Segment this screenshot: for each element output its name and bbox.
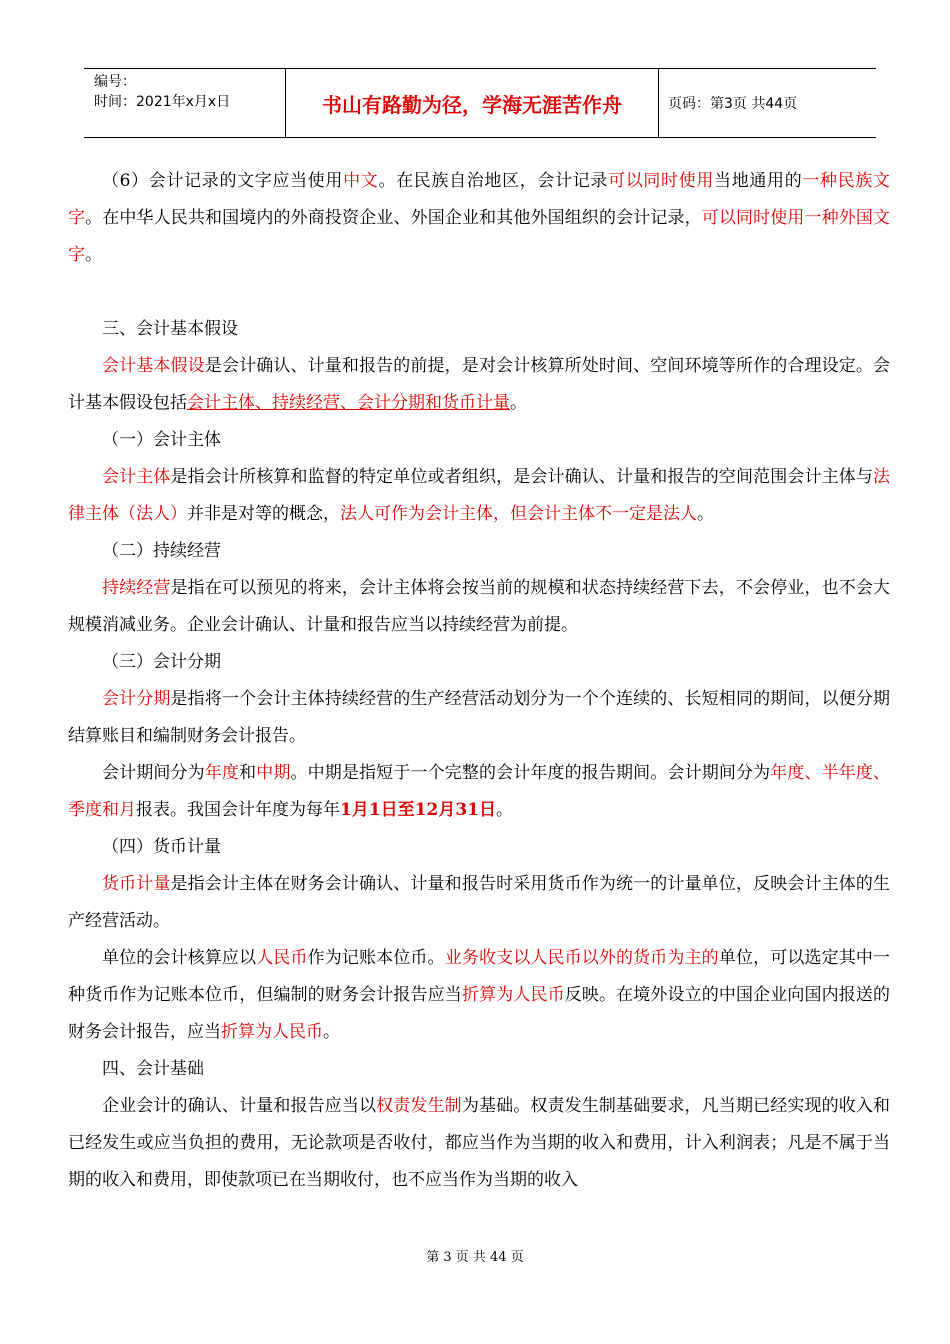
document-body — [68, 163, 890, 1199]
text-run: 并非是对等的概念， — [187, 504, 340, 524]
text-run: （一）会计主体 — [102, 430, 221, 450]
page-header — [84, 68, 876, 138]
text-run: 。 — [495, 800, 513, 820]
page-footer: 第 3 页 共 44 页 — [426, 1250, 524, 1265]
header-meta — [84, 69, 286, 137]
heading-basic-assumptions — [68, 311, 890, 348]
paragraph-chinese-records — [68, 163, 890, 274]
header-motto: 书山有路勤为径，学海无涯苦作舟 — [286, 69, 659, 137]
highlighted-text: 折算为人民币 — [221, 1022, 323, 1042]
text-run: 为基础。权责发生制基础要求，凡当期已经实现的收入和已经发生或应当负担的费用，无论款项是否收付，都应当作为当期的收入和费用，计入利润表；凡是不属于当期的收入和费用，即使款项已在当期收付，也不应当作为当期的收入 — [68, 1096, 891, 1190]
heading-accounting-period — [68, 644, 890, 681]
highlighted-text: 年度 — [204, 763, 240, 783]
highlighted-text: 持续经营 — [102, 578, 171, 598]
text-run: 反映。在境外设立的中国企业向国内报送的财务会计报告，应当 — [68, 985, 891, 1042]
highlighted-text: 中文 — [343, 171, 379, 191]
text-run: 是指在可以预见的将来，会计主体将会按当前的规模和状态持续经营下去，不会停业，也不会大规模消减业务。企业会计确认、计量和报告应当以持续经营为前提。 — [68, 578, 891, 635]
highlighted-text: 会计分期 — [102, 689, 171, 709]
text-run: （三）会计分期 — [102, 652, 221, 672]
highlighted-text: 货币计量 — [102, 874, 171, 894]
text-run: 单位，可以选定其中一种货币作为记账本位币，但编制的财务会计报告应当 — [68, 948, 891, 1005]
text-run: 作为记账本位币。 — [307, 948, 445, 968]
text-run: 是指将一个会计主体持续经营的生产经营活动划分为一个个连续的、长短相同的期间，以便分期结算账目和编制财务会计报告。 — [68, 689, 891, 746]
text-run: 四、会计基础 — [102, 1059, 204, 1079]
highlighted-text: 可以同时使用一种外国文字 — [68, 208, 891, 265]
highlighted-text: 会计基本假设 — [102, 356, 205, 376]
heading-monetary-measurement — [68, 829, 890, 866]
heading-accounting-entity — [68, 422, 890, 459]
text-run: 。 — [85, 245, 102, 265]
text-run: 单位的会计核算应以 — [102, 948, 257, 968]
highlighted-text: 人民币 — [256, 948, 308, 968]
text-run: 是指会计主体在财务会计确认、计量和报告时采用货币作为统一的计量单位，反映会计主体的生产经营活动。 — [68, 874, 891, 931]
header-time: 时间：2021年x月x日 — [94, 94, 231, 110]
paragraph-accounting-period — [68, 681, 890, 755]
highlighted-text: 一种民族文字 — [68, 171, 891, 228]
highlighted-text: 会计主体、持续经营、会计分期和货币计量 — [187, 393, 510, 413]
paragraph-monetary-measurement — [68, 866, 890, 940]
text-run: 当地通用的 — [714, 171, 803, 191]
heading-going-concern — [68, 533, 890, 570]
header-number: 编号： — [94, 74, 136, 90]
paragraph-accrual-basis — [68, 1088, 890, 1199]
text-run: 。 — [323, 1022, 340, 1042]
text-run: 企业会计的确认、计量和报告应当以 — [102, 1096, 377, 1116]
highlighted-text: 法人可作为会计主体，但会计主体不一定是法人 — [340, 504, 697, 524]
text-run: 是会计确认、计量和报告的前提，是对会计核算所处时间、空间环境等所作的合理设定。会计基本假设包括 — [68, 356, 891, 413]
highlighted-text: 业务收支以人民币以外的货币为主的 — [444, 948, 719, 968]
highlighted-text: 权责发生制 — [376, 1096, 462, 1116]
text-run: 和 — [239, 763, 257, 783]
blank-line — [68, 274, 890, 311]
text-run: 。在中华人民共和国境内的外商投资企业、外国企业和其他外国组织的会计记录， — [85, 208, 702, 228]
highlighted-text: 年度、半年度、季度和月 — [68, 763, 891, 820]
text-run: （二）持续经营 — [102, 541, 221, 561]
text-run: 会计期间分为 — [102, 763, 205, 783]
paragraph-accounting-entity — [68, 459, 890, 533]
heading-accounting-basis — [68, 1051, 890, 1088]
text-run: 。 — [510, 393, 527, 413]
text-run: 。在民族自治地区，会计记录 — [378, 171, 609, 191]
highlighted-text: 中期 — [256, 763, 291, 783]
text-run: 。 — [697, 504, 714, 524]
highlighted-text: 法律主体（法人） — [68, 467, 891, 524]
paragraph-going-concern — [68, 570, 890, 644]
text-run: 报表。我国会计年度为每年 — [136, 800, 340, 820]
text-run: 是指会计所核算和监督的特定单位或者组织，是会计确认、计量和报告的空间范围会计主体与 — [170, 467, 874, 487]
paragraph-period-types — [68, 755, 890, 829]
highlighted-text: 折算为人民币 — [461, 985, 565, 1005]
header-page-info: 页码：第3页 共44页 — [668, 96, 798, 112]
text-run: 。中期是指短于一个完整的会计年度的报告期间。会计期间分为 — [290, 763, 771, 783]
highlighted-text: 1月1日至12月31日 — [340, 800, 496, 820]
text-run: 三、会计基本假设 — [102, 319, 238, 339]
highlighted-text: 可以同时使用 — [608, 171, 715, 191]
text-run: （6）会计记录的文字应当使用 — [102, 171, 344, 191]
highlighted-text: 会计主体 — [102, 467, 171, 487]
text-run: （四）货币计量 — [102, 837, 221, 857]
paragraph-functional-currency — [68, 940, 890, 1051]
paragraph-basic-assumptions — [68, 348, 890, 422]
